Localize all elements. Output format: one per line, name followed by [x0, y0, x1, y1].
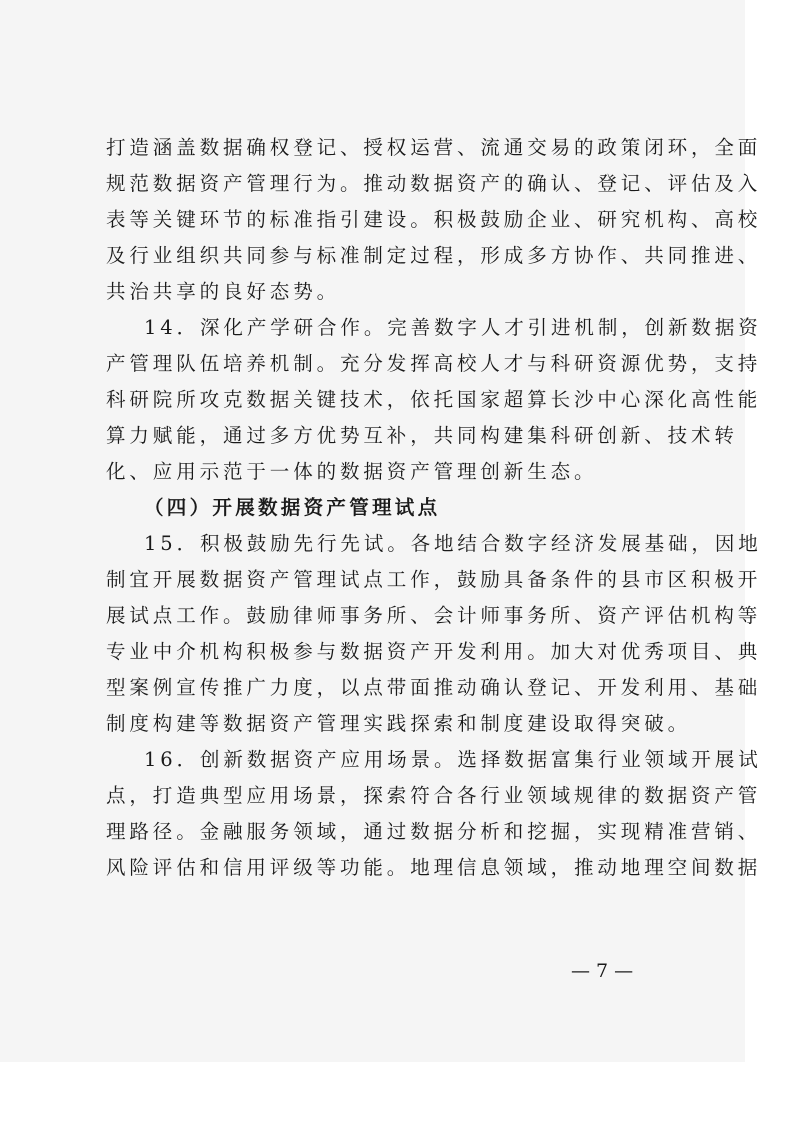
- body-line: 风险评估和信用评级等功能。地理信息领域，推动地理空间数据: [106, 856, 762, 879]
- body-line: 算力赋能，通过多方优势互补，共同构建集科研创新、技术转: [106, 424, 738, 447]
- body-line: 专业中介机构积极参与数据资产开发利用。加大对优秀项目、典: [106, 640, 762, 663]
- body-line: 规范数据资产管理行为。推动数据资产的确认、登记、评估及入: [106, 172, 762, 195]
- body-line: 展试点工作。鼓励律师事务所、会计师事务所、资产评估机构等: [106, 604, 762, 627]
- body-line: 表等关键环节的标准指引建设。积极鼓励企业、研究机构、高校: [106, 208, 762, 231]
- paragraph-15-start: 15．积极鼓励先行先试。各地结合数字经济发展基础，因地: [144, 532, 762, 555]
- document-body: [106, 130, 762, 886]
- body-line: 制度构建等数据资产管理实践探索和制度建设取得突破。: [106, 712, 692, 735]
- body-line: 型案例宣传推广力度，以点带面推动确认登记、开发利用、基础: [106, 676, 762, 699]
- body-line: 理路径。金融服务领域，通过数据分析和挖掘，实现精准营销、: [106, 820, 762, 843]
- section-heading: （四）开展数据资产管理试点: [144, 496, 441, 519]
- body-line: 共治共享的良好态势。: [106, 280, 341, 303]
- body-line: 打造涵盖数据确权登记、授权运营、流通交易的政策闭环，全面: [106, 136, 762, 159]
- page-number: — 7 —: [571, 960, 634, 982]
- paragraph-14-start: 14．深化产学研合作。完善数字人才引进机制，创新数据资: [144, 316, 762, 339]
- paragraph-16-start: 16．创新数据资产应用场景。选择数据富集行业领域开展试: [144, 748, 762, 771]
- body-line: 科研院所攻克数据关键技术，依托国家超算长沙中心深化高性能: [106, 388, 762, 411]
- body-line: 产管理队伍培养机制。充分发挥高校人才与科研资源优势，支持: [106, 352, 762, 375]
- body-line: 点，打造典型应用场景，探索符合各行业领域规律的数据资产管: [106, 784, 762, 807]
- body-line: 及行业组织共同参与标准制定过程，形成多方协作、共同推进、: [106, 244, 762, 267]
- body-line: 化、应用示范于一体的数据资产管理创新生态。: [106, 460, 598, 483]
- body-line: 制宜开展数据资产管理试点工作，鼓励具备条件的县市区积极开: [106, 568, 762, 591]
